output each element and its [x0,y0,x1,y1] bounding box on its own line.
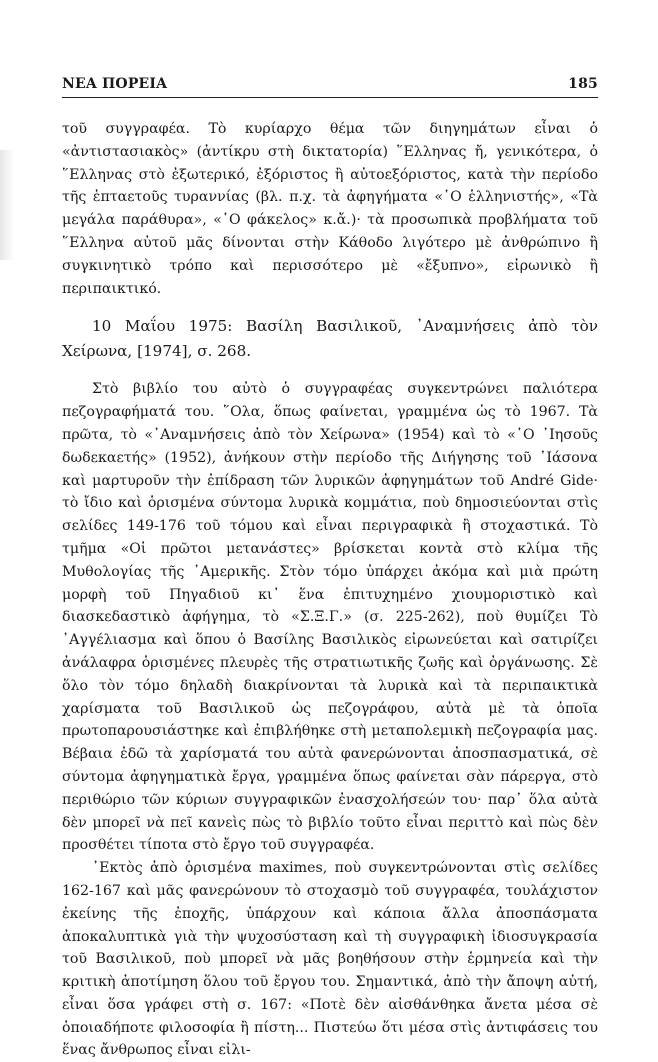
paragraph-review: Στὸ βιβλίο του αὐτὸ ὁ συγγραφέας συγκεντρώνει παλιότερα πεζογραφήματά του. ῞Ολα, ὅπως φαίνεται, γραμμένα ὡς τὸ 1967. Τὰ πρῶτα, τὸ «᾿Αναμνήσεις ἀπὸ τὸν Χείρωνα» (1954) καὶ τὸ «῾Ο ᾿Ιησοῦς δωδεκαετής» (1952), ἀνήκουν στὴν περίοδο τῆς Διήγησης τοῦ ᾿Ιάσονα καὶ μαρτυροῦν τὴν ἐπίδραση τῶν λυρικῶν ἀφηγημάτων τοῦ André Gide· τὸ ἴδιο καὶ ὁρισμένα σύντομα λυρικὰ κομμάτια, ποὺ δημοσιεύονται στὶς σελίδες 149-176 τοῦ τόμου καὶ εἶναι περιγραφικὰ ἢ στοχαστικά. Τὸ τμῆμα «Οἱ πρῶτοι μετανάστες» βρίσκεται κοντὰ στὸ κλίμα τῆς Μυθολογίας τῆς ᾿Αμερικῆς. Στὸν τόμο ὑπάρχει ἀκόμα καὶ μιὰ πρώτη μορφὴ τοῦ Πηγαδιοῦ κι᾿ ἕνα ἐπιτυχημένο χιουμοριστικὸ καὶ διασκεδαστικὸ ἀφήγημα, τὸ «Σ.Ξ.Γ.» (σ. 225-262), ποὺ θυμίζει Τὸ ᾿Αγγέλιασμα καὶ ὅπου ὁ Βασίλης Βασιλικὸς εἰρωνεύεται καὶ σατιρίζει ἀνάλαφρα ὁρισμένες πλευρὲς τῆς στρατιωτικῆς ζωῆς καὶ ὀργάνωσης. Σὲ ὅλο τὸν τόμο δηλαδὴ διακρίνονται τὰ λυρικὰ καὶ τὰ περιπαικτικὰ χαρίσματα τοῦ Βασιλικοῦ ὡς πεζογράφου, αὐτὰ μὲ τὰ ὁποῖα πρωτοπαρουσιάστηκε καὶ ἐπιβλήθηκε στὴ μεταπολεμικὴ πεζογραφία μας. Βέβαια ἐδῶ τὰ χαρίσματά του αὐτὰ φανερώνονται ἀποσπασματικά, σὲ σύντομα ἀφηγηματικὰ ἔργα, γραμμένα ὅπως φαίνεται σὰν πάρεργα, στὸ περιθώριο τῶν κύριων συγγραφικῶν ἐνασχολήσεών του· παρ᾿ ὅλα αὐτὰ δὲν μπορεῖ νὰ πεῖ κανεὶς πὼς τὸ βιβλίο τοῦτο εἶναι περιττὸ καὶ πὼς δὲν προσθέτει τίποτα στὸ ἔργο τοῦ συγγραφέα. [62,381,598,854]
journal-title: ΝΕΑ ΠΟΡΕΙΑ [62,76,168,92]
article-body [62,118,598,1062]
scan-shadow [0,150,14,260]
header-rule [62,97,598,98]
review-heading: 10 Μαΐου 1975: Βασίλη Βασιλικοῦ, ᾿Αναμνήσεις ἀπὸ τὸν Χείρωνα, [1974], σ. 268. [62,317,598,361]
paragraph-continued: τοῦ συγγραφέα. Τὸ κυρίαρχο θέμα τῶν διηγημάτων εἶναι ὁ «ἀντιστασιακὸς» (ἀντίκρυ στὴ δικτατορία) ῞Ελληνας ἤ, γενικότερα, ὁ ῞Ελληνας στὸ ἐξωτερικό, ἐξόριστος ἢ αὐτοεξόριστος, κατὰ τὴν περίοδο τῆς ἑπταετοῦς τυραννίας (βλ. π.χ. τὰ ἀφηγήματα «῾Ο ἑλληνιστής», «Τὰ μεγάλα παράθυρα», «῾Ο φάκελος» κ.ἄ.)· τὰ προσωπικὰ προβλήματα τοῦ ῞Ελληνα αὐτοῦ μᾶς δίνονται στὴν Κάθοδο λιγότερο μὲ ἀνθρώπινο ἢ συγκινητικὸ τρόπο καὶ περισσότερο μὲ «ἔξυπνο», εἰρωνικὸ ἢ περιπαικτικό. [62,121,598,297]
running-header [62,76,598,92]
page-number: 185 [568,76,598,92]
paragraph-maximes: ᾿Εκτὸς ἀπὸ ὁρισμένα maximes, ποὺ συγκεντρώνονται στὶς σελίδες 162-167 καὶ μᾶς φανερώνουν τὸ στοχασμὸ τοῦ συγγραφέα, τουλάχιστον ἐκείνης τῆς ἐποχῆς, ὑπάρχουν καὶ κάποια ἄλλα ἀποσπάσματα ἀποκαλυπτικὰ γιὰ τὴν ψυχοσύσταση καὶ τὴ συγγραφικὴ ἰδιοσυγκρασία τοῦ Βασιλικοῦ, ποὺ μπορεῖ νὰ μᾶς βοηθήσουν στὴν ἑρμηνεία καὶ τὴν κριτικὴ ἀποτίμηση ὅλου τοῦ ἔργου του. Σημαντικά, ἀπὸ τὴν ἄποψη αὐτή, εἶναι ὅσα γράφει στὴ σ. 167: «Ποτὲ δὲν αἰσθάνθηκα ἄνετα μέσα σὲ ὁποιαδήποτε φιλοσοφία ἢ πίστη... Πιστεύω ὅτι μέσα στὶς ἀντιφάσεις του ἕνας ἄνθρωπος εἶναι εἰλι- [62,860,598,1059]
